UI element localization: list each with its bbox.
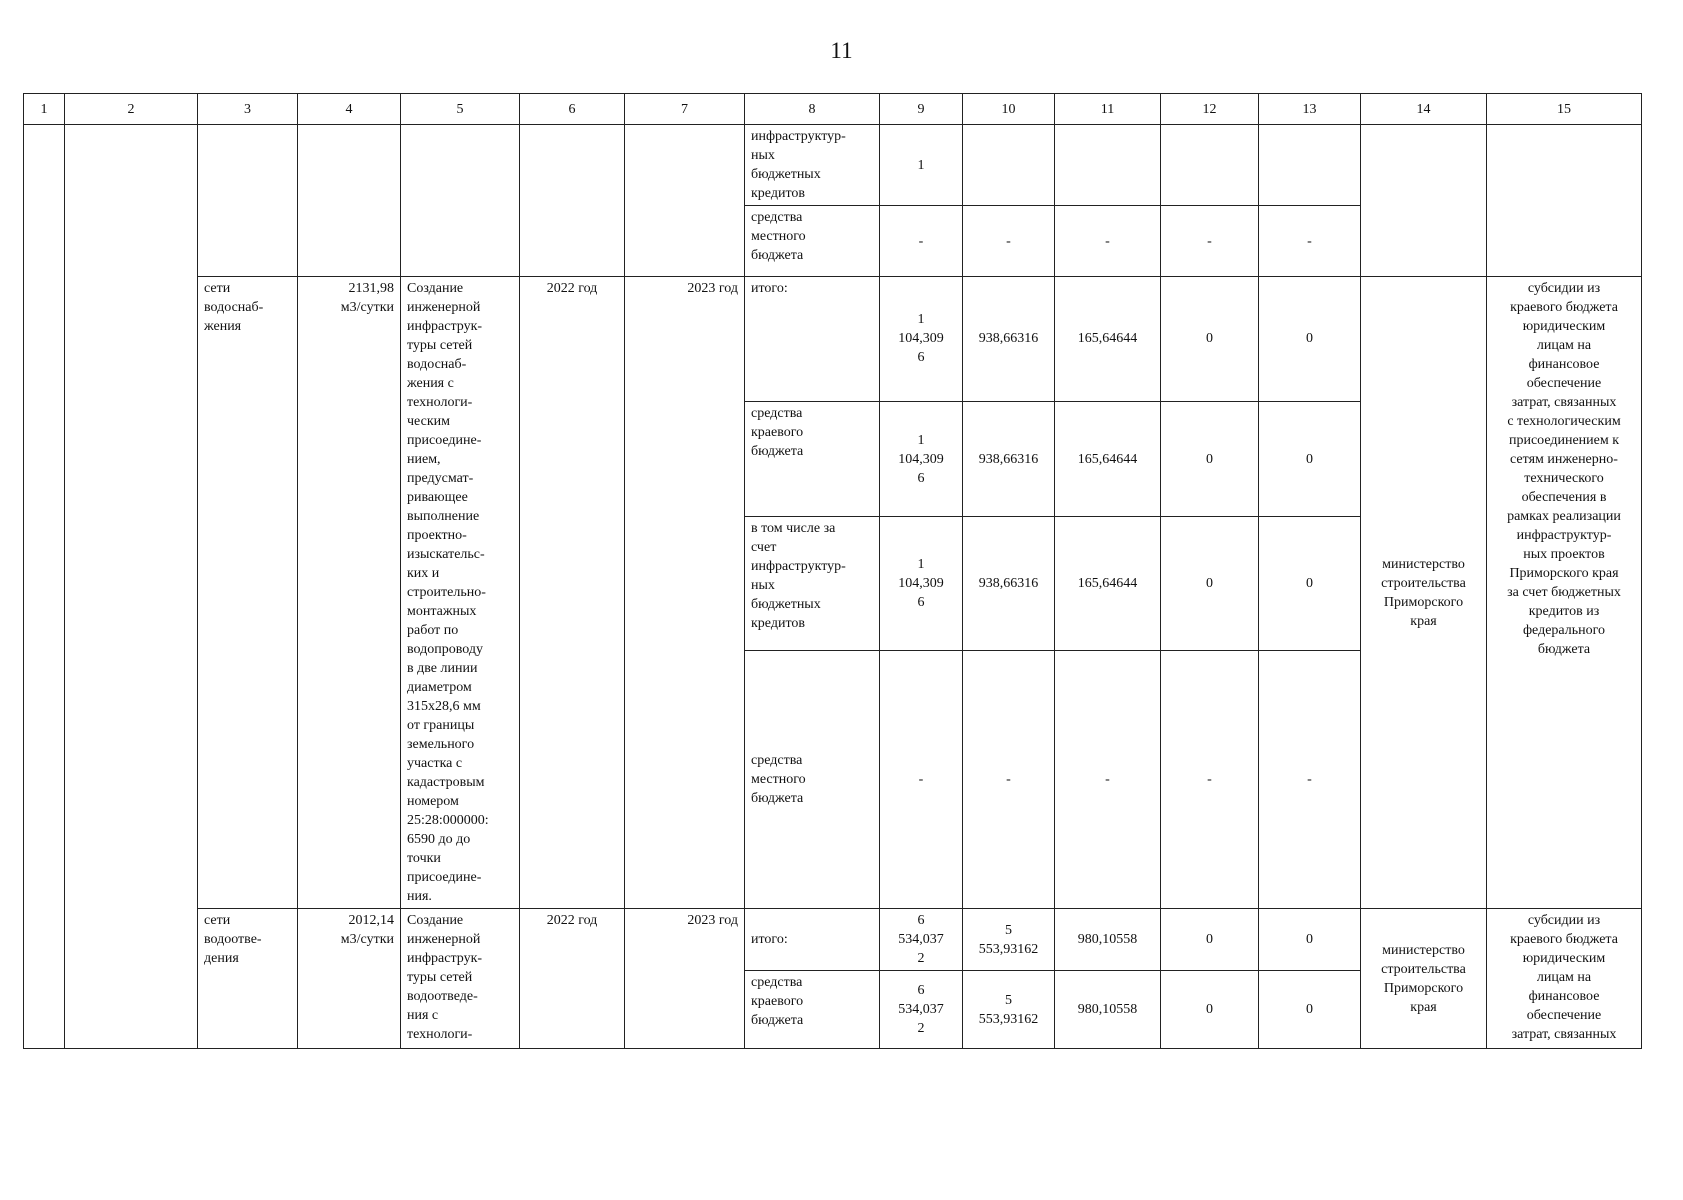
text-line: точки bbox=[407, 851, 441, 866]
text-line: Приморского bbox=[1383, 594, 1464, 610]
text-line: затрат, связанных bbox=[1511, 395, 1617, 410]
text-line: м3/сутки bbox=[340, 932, 394, 947]
text-line: с технологическим bbox=[1507, 414, 1621, 429]
text-line: монтажных bbox=[407, 604, 477, 619]
text-line: изыскательс- bbox=[407, 547, 485, 562]
text-line: 553,93162 bbox=[978, 941, 1039, 957]
text-line: инфраструк- bbox=[407, 951, 483, 966]
text-line: субсидии из bbox=[1527, 281, 1601, 296]
column-header: 11 bbox=[1055, 94, 1161, 125]
text-line: 104,309 bbox=[898, 331, 944, 347]
responsible-authority bbox=[1361, 277, 1487, 909]
text-line: 6 bbox=[917, 913, 925, 928]
text-line: 6 bbox=[917, 350, 925, 366]
text-line: инфраструктур- bbox=[751, 129, 846, 144]
text-line: 6 bbox=[917, 470, 925, 486]
value-col-13: 0 bbox=[1259, 401, 1361, 517]
end-year: 2023 год bbox=[625, 277, 745, 909]
column-header: 15 bbox=[1487, 94, 1642, 125]
value-col-13: 0 bbox=[1259, 277, 1361, 402]
text-line: местного bbox=[751, 772, 806, 788]
object-description bbox=[401, 277, 520, 909]
value-col-11: 165,64644 bbox=[1055, 517, 1161, 651]
text-line: присоедине- bbox=[407, 870, 482, 885]
cell-col-15 bbox=[1487, 125, 1642, 277]
text-line: от границы bbox=[407, 718, 475, 733]
column-header: 7 bbox=[625, 94, 745, 125]
cell-col-3 bbox=[198, 125, 298, 277]
value-col-11: 165,64644 bbox=[1055, 277, 1161, 402]
value-col-13: 0 bbox=[1259, 909, 1361, 971]
column-header: 9 bbox=[880, 94, 963, 125]
text-line: предусмат- bbox=[407, 471, 474, 486]
text-line: кредитов из bbox=[1528, 604, 1600, 619]
text-line: 25:28:000000: bbox=[407, 813, 489, 828]
value-col-9: - bbox=[880, 206, 963, 277]
value-col-11 bbox=[1055, 125, 1161, 206]
value-col-13 bbox=[1259, 125, 1361, 206]
text-line: финансовое bbox=[1528, 357, 1600, 372]
text-line: бюджетных bbox=[751, 167, 821, 182]
text-line: юридическим bbox=[1522, 951, 1606, 966]
text-line: строительно- bbox=[407, 585, 486, 600]
value-col-9 bbox=[880, 401, 963, 517]
financing-table bbox=[23, 93, 1642, 1049]
value-col-9: 1 bbox=[880, 125, 963, 206]
end-year: 2023 год bbox=[625, 909, 745, 1049]
text-line: участка с bbox=[407, 756, 463, 771]
value-col-10: 938,66316 bbox=[963, 277, 1055, 402]
column-number-row bbox=[24, 94, 1642, 125]
text-line: м3/сутки bbox=[340, 300, 394, 315]
text-line: сети bbox=[204, 281, 231, 296]
value-col-9 bbox=[880, 517, 963, 651]
text-line: кредитов bbox=[751, 186, 805, 201]
text-line: счет bbox=[751, 540, 777, 556]
text-line: краевого бюджета bbox=[1510, 932, 1618, 947]
text-line: инфраструк- bbox=[407, 319, 483, 334]
text-line: инженерной bbox=[407, 932, 481, 947]
text-line: выполнение bbox=[407, 509, 480, 524]
text-line: ных проектов bbox=[1523, 547, 1605, 562]
object-capacity bbox=[298, 909, 401, 1049]
text-line: инфраструктур- bbox=[751, 559, 846, 575]
value-col-12 bbox=[1161, 125, 1259, 206]
value-col-11: - bbox=[1055, 206, 1161, 277]
value-col-9 bbox=[880, 277, 963, 402]
text-line: 6 bbox=[917, 595, 925, 611]
text-line: юридическим bbox=[1522, 319, 1606, 334]
text-line: сети bbox=[204, 913, 231, 928]
value-col-10 bbox=[963, 125, 1055, 206]
text-line: Приморского bbox=[1383, 980, 1464, 996]
text-line: водоотве- bbox=[204, 932, 262, 947]
text-line: 553,93162 bbox=[978, 1011, 1039, 1027]
text-line: 5 bbox=[1005, 992, 1012, 1008]
cell-col-4 bbox=[298, 125, 401, 277]
value-col-13: - bbox=[1259, 206, 1361, 277]
text-line: Создание bbox=[407, 913, 464, 928]
funding-source bbox=[745, 125, 880, 206]
value-col-10: 938,66316 bbox=[963, 517, 1055, 651]
text-line: строительства bbox=[1381, 961, 1466, 977]
text-line: 2131,98 bbox=[348, 281, 394, 296]
object-capacity bbox=[298, 277, 401, 909]
text-line: в две линии bbox=[407, 661, 478, 676]
cell-col-1 bbox=[24, 125, 65, 1049]
text-line: кадастровым bbox=[407, 775, 485, 790]
text-line: ных bbox=[751, 578, 775, 594]
value-col-11: 165,64644 bbox=[1055, 401, 1161, 517]
value-col-12: 0 bbox=[1161, 517, 1259, 651]
value-col-10 bbox=[963, 971, 1055, 1049]
text-line: местного bbox=[751, 229, 806, 244]
text-line: в том числе за bbox=[751, 521, 836, 537]
text-line: ривающее bbox=[407, 490, 468, 505]
value-col-12: 0 bbox=[1161, 401, 1259, 517]
text-line: средства bbox=[751, 753, 803, 769]
text-line: туры сетей bbox=[407, 970, 473, 985]
column-header: 13 bbox=[1259, 94, 1361, 125]
text-line: обеспечение bbox=[1526, 1008, 1602, 1023]
value-col-12: - bbox=[1161, 206, 1259, 277]
text-line: технологи- bbox=[407, 395, 473, 410]
text-line: лицам на bbox=[1536, 970, 1592, 985]
text-line: номером bbox=[407, 794, 459, 809]
text-line: технологи- bbox=[407, 1027, 473, 1042]
text-line: диаметром bbox=[407, 680, 472, 695]
responsible-authority bbox=[1361, 909, 1487, 1049]
value-col-10: 938,66316 bbox=[963, 401, 1055, 517]
value-col-13: 0 bbox=[1259, 971, 1361, 1049]
column-header: 5 bbox=[401, 94, 520, 125]
value-col-13: - bbox=[1259, 651, 1361, 909]
text-line: края bbox=[1410, 613, 1437, 629]
text-line: итого: bbox=[751, 281, 788, 296]
column-header: 1 bbox=[24, 94, 65, 125]
cell-col-5 bbox=[401, 125, 520, 277]
text-line: бюджета bbox=[751, 791, 804, 807]
text-line: края bbox=[1410, 999, 1437, 1015]
text-line: 2012,14 bbox=[348, 913, 394, 928]
text-line: обеспечение bbox=[1526, 376, 1602, 391]
value-col-11: - bbox=[1055, 651, 1161, 909]
column-header: 3 bbox=[198, 94, 298, 125]
value-col-10 bbox=[963, 909, 1055, 971]
text-line: краевого bbox=[751, 424, 804, 440]
cell-col-2 bbox=[65, 125, 198, 1049]
text-line: инженерной bbox=[407, 300, 481, 315]
text-line: присоедине- bbox=[407, 433, 482, 448]
column-header: 2 bbox=[65, 94, 198, 125]
text-line: 2 bbox=[917, 1021, 925, 1036]
text-line: краевого бюджета bbox=[1510, 300, 1618, 315]
text-line: ных bbox=[751, 148, 775, 163]
funding-source bbox=[745, 517, 880, 651]
funding-source bbox=[745, 971, 880, 1049]
text-line: туры сетей bbox=[407, 338, 473, 353]
text-line: технического bbox=[1524, 471, 1604, 486]
value-col-11: 980,10558 bbox=[1055, 909, 1161, 971]
text-line: водоснаб- bbox=[204, 300, 264, 315]
value-col-9 bbox=[880, 909, 963, 971]
text-line: 1 bbox=[917, 312, 925, 328]
start-year: 2022 год bbox=[520, 277, 625, 909]
text-line: жения с bbox=[407, 376, 454, 391]
value-col-13: 0 bbox=[1259, 517, 1361, 651]
text-line: бюджета bbox=[751, 248, 804, 263]
text-line: рамках реализации bbox=[1507, 509, 1621, 524]
funding-source bbox=[745, 909, 880, 971]
value-col-10: - bbox=[963, 206, 1055, 277]
cell-col-14 bbox=[1361, 125, 1487, 277]
text-line: Создание bbox=[407, 281, 464, 296]
text-line: обеспечения в bbox=[1521, 490, 1607, 505]
text-line: бюджетных bbox=[751, 597, 821, 613]
text-line: жения bbox=[204, 319, 242, 334]
value-col-9 bbox=[880, 971, 963, 1049]
funding-purpose bbox=[1487, 277, 1642, 909]
text-line: 104,309 bbox=[898, 576, 944, 592]
column-header: 10 bbox=[963, 94, 1055, 125]
cell-col-7 bbox=[625, 125, 745, 277]
object-name bbox=[198, 277, 298, 909]
funding-source bbox=[745, 401, 880, 517]
text-line: средства bbox=[751, 405, 803, 421]
value-col-11: 980,10558 bbox=[1055, 971, 1161, 1049]
text-line: федерального bbox=[1522, 623, 1606, 638]
column-header: 14 bbox=[1361, 94, 1487, 125]
funding-purpose bbox=[1487, 909, 1642, 1049]
text-line: финансовое bbox=[1528, 989, 1600, 1004]
text-line: 534,037 bbox=[898, 1002, 944, 1017]
column-header: 8 bbox=[745, 94, 880, 125]
value-col-12: - bbox=[1161, 651, 1259, 909]
funding-source bbox=[745, 206, 880, 277]
text-line: 104,309 bbox=[898, 451, 944, 467]
text-line: субсидии из bbox=[1527, 913, 1601, 928]
text-line: ческим bbox=[407, 414, 450, 429]
text-line: министерство bbox=[1382, 942, 1465, 958]
text-line: министерство bbox=[1382, 556, 1465, 572]
text-line: 315х28,6 мм bbox=[407, 699, 481, 714]
column-header: 6 bbox=[520, 94, 625, 125]
table-row bbox=[24, 909, 1642, 971]
text-line: Приморского края bbox=[1509, 566, 1619, 581]
text-line: ния. bbox=[407, 889, 432, 904]
text-line: 2 bbox=[917, 951, 925, 966]
value-col-9: - bbox=[880, 651, 963, 909]
text-line: бюджета bbox=[751, 443, 804, 459]
text-line: инфраструктур- bbox=[1516, 528, 1612, 543]
text-line: водопроводу bbox=[407, 642, 483, 657]
text-line: бюджета bbox=[751, 1013, 804, 1028]
text-line: кредитов bbox=[751, 616, 805, 632]
text-line: 5 bbox=[1005, 922, 1012, 938]
text-line: земельного bbox=[407, 737, 475, 752]
table-row bbox=[24, 125, 1642, 206]
text-line: сетям инженерно- bbox=[1510, 452, 1618, 467]
text-line: проектно- bbox=[407, 528, 467, 543]
text-line: итого: bbox=[751, 932, 788, 947]
text-line: средства bbox=[751, 975, 803, 990]
funding-source bbox=[745, 651, 880, 909]
object-description bbox=[401, 909, 520, 1049]
text-line: ния с bbox=[407, 1008, 439, 1023]
text-line: водоснаб- bbox=[407, 357, 467, 372]
text-line: водоотведе- bbox=[407, 989, 478, 1004]
text-line: дения bbox=[204, 951, 239, 966]
text-line: 6 bbox=[917, 983, 925, 998]
value-col-10: - bbox=[963, 651, 1055, 909]
value-col-12: 0 bbox=[1161, 971, 1259, 1049]
text-line: 1 bbox=[917, 557, 925, 573]
text-line: краевого bbox=[751, 994, 804, 1009]
text-line: средства bbox=[751, 210, 803, 225]
column-header: 4 bbox=[298, 94, 401, 125]
text-line: бюджета bbox=[1537, 642, 1591, 657]
text-line: 1 bbox=[917, 432, 925, 448]
funding-source bbox=[745, 277, 880, 402]
table-row bbox=[24, 277, 1642, 402]
value-col-12: 0 bbox=[1161, 909, 1259, 971]
text-line: присоединением к bbox=[1508, 433, 1620, 448]
text-line: строительства bbox=[1381, 575, 1466, 591]
text-line: 534,037 bbox=[898, 932, 944, 947]
object-name bbox=[198, 909, 298, 1049]
value-col-12: 0 bbox=[1161, 277, 1259, 402]
cell-col-6 bbox=[520, 125, 625, 277]
text-line: 6590 до до bbox=[407, 832, 471, 847]
start-year: 2022 год bbox=[520, 909, 625, 1049]
page-number: 11 bbox=[830, 38, 853, 63]
text-line: затрат, связанных bbox=[1511, 1027, 1617, 1042]
text-line: работ по bbox=[407, 623, 459, 638]
text-line: нием, bbox=[407, 452, 441, 467]
text-line: лицам на bbox=[1536, 338, 1592, 353]
column-header: 12 bbox=[1161, 94, 1259, 125]
text-line: за счет бюджетных bbox=[1507, 585, 1621, 600]
text-line: ких и bbox=[407, 566, 440, 581]
